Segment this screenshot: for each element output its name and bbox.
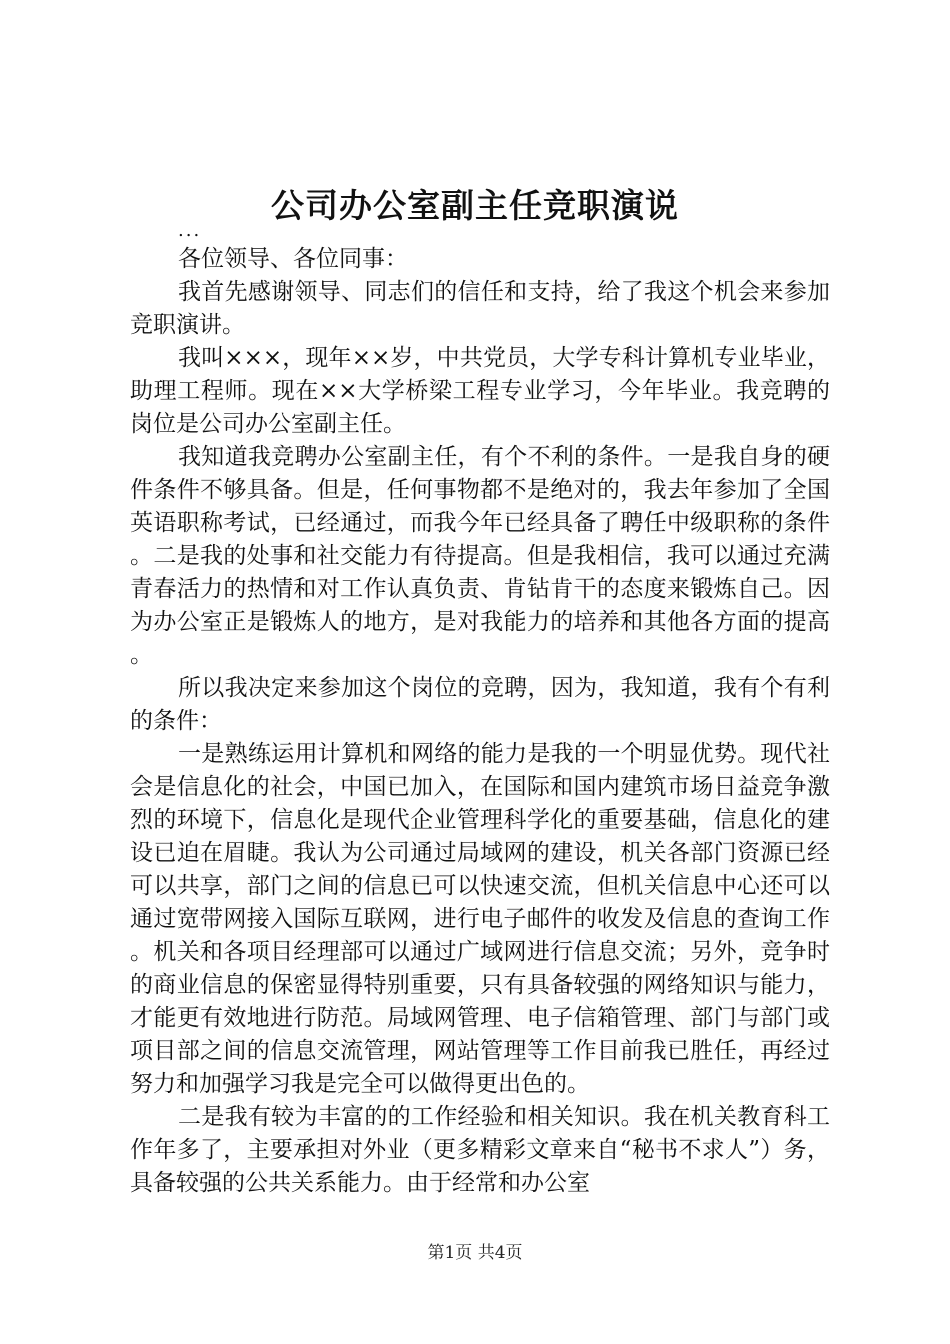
- body-paragraph: 一是熟练运用计算机和网络的能力是我的一个明显优势。现代社会是信息化的社会，中国已加入，在国际和国内建筑市场日益竞争激烈的环境下，信息化是现代企业管理科学化的重要基础，信息化的建设已迫在眉睫。我认为公司通过局域网的建设，机关各部门资源已经可以共享，部门之间的信息已可以快速交流，但机关信息中心还可以通过宽带网接入国际互联网，进行电子邮件的收发及信息的查询工作。机关和各项目经理部可以通过广域网进行信息交流；另外，竞争时的商业信息的保密显得特别重要，只有具备较强的网络知识与能力，才能更有效地进行防范。局域网管理、电子信箱管理、部门与部门或项目部之间的信息交流管理，网站管理等工作目前我已胜任，再经过努力和加强学习我是完全可以做得更出色的。: [130, 741, 830, 1097]
- body-paragraph: 我首先感谢领导、同志们的信任和支持，给了我这个机会来参加竞职演讲。: [130, 279, 830, 338]
- body-paragraph: 我叫×××，现年××岁，中共党员，大学专科计算机专业毕业，助理工程师。现在××大学桥梁工程专业学习，今年毕业。我竞聘的岗位是公司办公室副主任。: [130, 345, 830, 437]
- body-paragraph: 所以我决定来参加这个岗位的竞聘，因为，我知道，我有个有利的条件：: [130, 675, 830, 734]
- page-footer: 第1页 共4页: [427, 1243, 523, 1263]
- document-title: 公司办公室副主任竞职演说: [271, 186, 679, 225]
- body-paragraph: 二是我有较为丰富的的工作经验和相关知识。我在机关教育科工作年多了，主要承担对外业（更多精彩文章来自“秘书不求人”）务，具备较强的公共关系能力。由于经常和办公室: [130, 1104, 830, 1196]
- salutation-paragraph: 各位领导、各位同事：: [178, 246, 408, 272]
- ellipsis-marker: ...: [178, 220, 202, 241]
- document-body: [130, 219, 830, 1200]
- body-paragraph: 我知道我竞聘办公室副主任，有个不利的条件。一是我自身的硬件条件不够具备。但是，任何事物都不是绝对的，我去年参加了全国英语职称考试，已经通过，而我今年已经具备了聘任中级职称的条件。二是我的处事和社交能力有待提高。但是我相信，我可以通过充满青春活力的热情和对工作认真负责、肯钻肯干的态度来锻炼自己。因为办公室正是锻炼人的地方，是对我能力的培养和其他各方面的提高。: [130, 444, 830, 668]
